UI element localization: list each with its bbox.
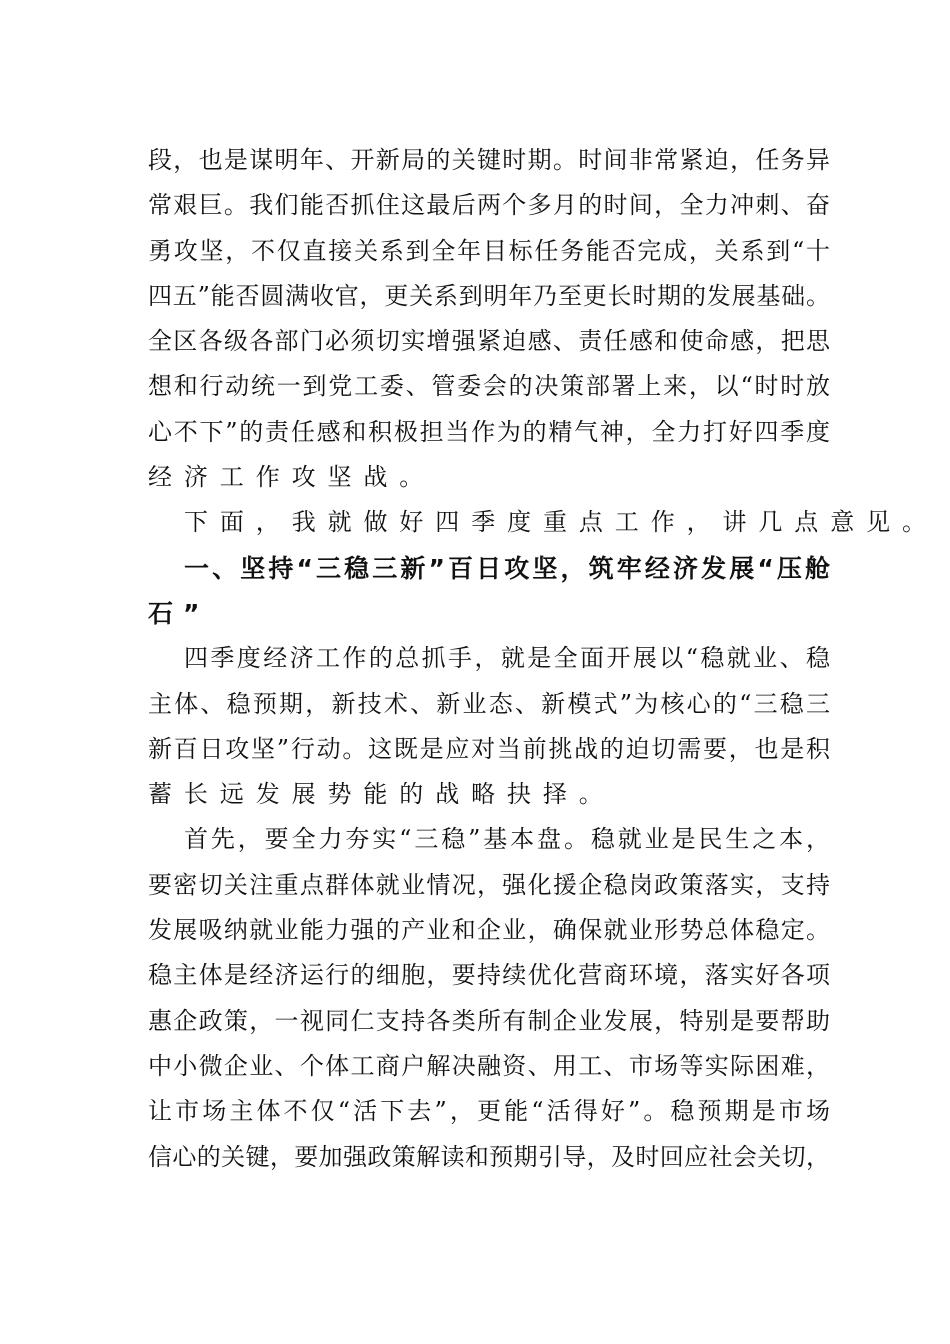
text-line: 全区各级各部门必须切实增强紧迫感、责任感和使命感，把思: [148, 327, 830, 356]
text-line: 常艰巨。我们能否抓住这最后两个多月的时间，全力冲刺、奋: [148, 191, 830, 220]
text-line: 首先，要全力夯实“三稳”基本盘。稳就业是民生之本，: [184, 825, 830, 854]
section-heading: [148, 546, 830, 637]
text-line: 主体、稳预期，新技术、新业态、新模式”为核心的“三稳三: [148, 689, 830, 718]
paragraph-context: [148, 138, 830, 500]
text-line: 经济工作攻坚战。: [148, 463, 436, 492]
paragraph-intro: [148, 500, 938, 545]
text-line: 蓄长远发展势能的战略抉择。: [148, 780, 615, 809]
heading-line: 一、坚持“三稳三新”百日攻坚，筑牢经济发展“压舱: [184, 553, 830, 583]
paragraph-overview: [148, 636, 830, 817]
text-line: 段，也是谋明年、开新局的关键时期。时间非常紧迫，任务异: [148, 146, 830, 174]
text-line: 新百日攻坚”行动。这既是应对当前挑战的迫切需要，也是积: [148, 734, 830, 763]
text-line: 让市场主体不仅“活下去”，更能“活得好”。稳预期是市场: [148, 1097, 830, 1126]
text-line: 中小微企业、个体工商户解决融资、用工、市场等实际困难，: [148, 1051, 830, 1080]
text-line: 心不下”的责任感和积极担当作为的精气神，全力打好四季度: [148, 417, 830, 446]
text-line: 四五”能否圆满收官，更关系到明年乃至更长时期的发展基础。: [148, 281, 830, 310]
text-line: 稳主体是经济运行的细胞，要持续优化营商环境，落实好各项: [148, 961, 830, 990]
document-page: [148, 138, 938, 1180]
text-line: 勇攻坚，不仅直接关系到全年目标任务能否完成，关系到“十: [148, 236, 830, 265]
text-line: 要密切关注重点群体就业情况，强化援企稳岗政策落实，支持: [148, 870, 830, 899]
heading-line: 石”: [148, 598, 210, 628]
paragraph-three-stabilities: [148, 817, 830, 1179]
text-line: 惠企政策，一视同仁支持各类所有制企业发展，特别是要帮助: [148, 1006, 830, 1035]
text-line: 信心的关键，要加强政策解读和预期引导，及时回应社会关切，: [148, 1142, 830, 1171]
text-line: 下面，我就做好四季度重点工作，讲几点意见。: [184, 508, 938, 537]
text-line: 想和行动统一到党工委、管委会的决策部署上来，以“时时放: [148, 372, 830, 401]
text-line: 四季度经济工作的总抓手，就是全面开展以“稳就业、稳: [184, 644, 830, 673]
text-line: 发展吸纳就业能力强的产业和企业，确保就业形势总体稳定。: [148, 916, 830, 945]
